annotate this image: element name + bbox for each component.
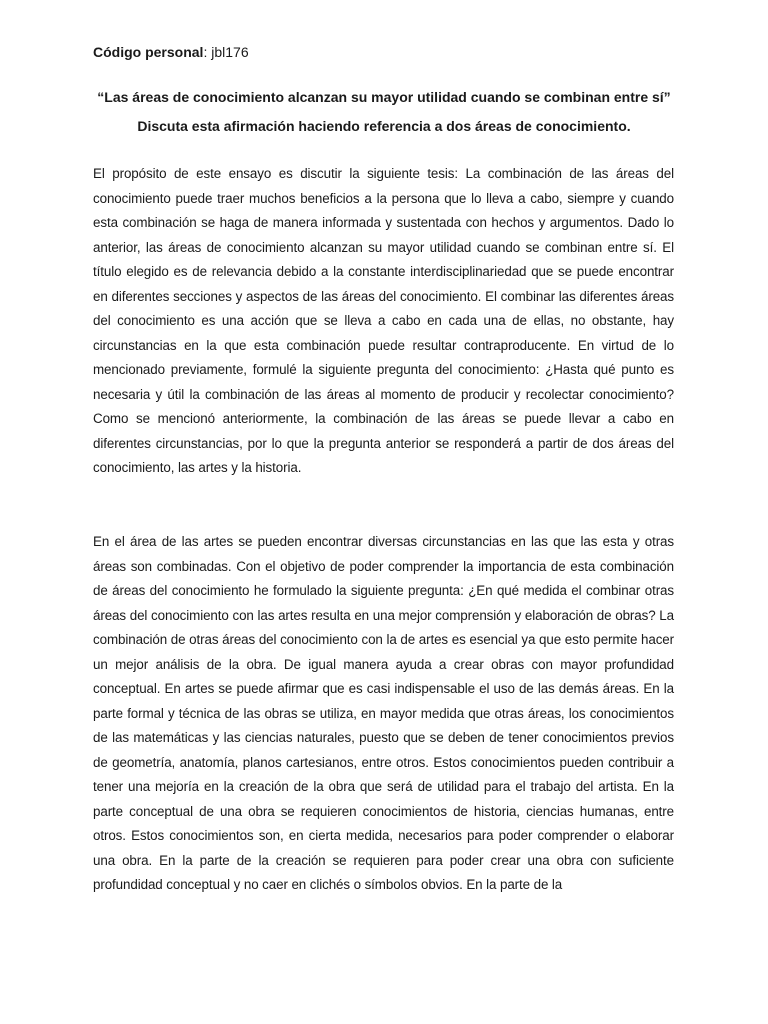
body-paragraph-1: El propósito de este ensayo es discutir la siguiente tesis: La combinación de las áreas del conocimiento puede traer muchos beneficios a la persona que lo lleva a cabo, siempre y cuando esta combinación se haga de manera informada y sustentada con hechos y argumentos. Dado lo anterior, las áreas de conocimiento alcanzan su mayor utilidad cuando se combinan entre sí. El título elegido es de relevancia debido a la constante interdisciplinariedad que se puede encontrar en diferentes secciones y aspectos de las áreas del conocimiento. El combinar las diferentes áreas del conocimiento es una acción que se lleva a cabo en cada una de ellas, no obstante, hay circunstancias en la que esta combinación puede resultar contraproducente. En virtud de lo mencionado previamente, formulé la siguiente pregunta del conocimiento: ¿Hasta qué punto es necesaria y útil la combinación de las áreas al momento de producir y recolectar conocimiento? Como se mencionó anteriormente, la combinación de las áreas se puede llevar a cabo en diferentes circunstancias, por lo que la pregunta anterior se responderá a partir de dos áreas del conocimiento, las artes y la historia.: [93, 166, 674, 475]
body-paragraph-2: En el área de las artes se pueden encontrar diversas circunstancias en las que las esta y otras áreas son combinadas. Con el objetivo de poder comprender la importancia de esta combinación de áreas del conocimiento he formulado la siguiente pregunta: ¿En qué medida el combinar otras áreas del conocimiento con las artes resulta en una mejor comprensión y elaboración de obras? La combinación de otras áreas del conocimiento con la de artes es esencial ya que esto permite hacer un mejor análisis de la obra. De igual manera ayuda a crear obras con mayor profundidad conceptual. En artes se puede afirmar que es casi indispensable el uso de las demás áreas. En la parte formal y técnica de las obras se utiliza, en mayor medida que otras áreas, los conocimientos de las matemáticas y las ciencias naturales, puesto que se deben de tener conocimientos previos de geometría, anatomía, planos cartesianos, entre otros. Estos conocimientos pueden contribuir a tener una mejoría en la creación de la obra que será de utilidad para el trabajo del artista. En la parte conceptual de una obra se requieren conocimientos de historia, ciencias humanas, entre otros. Estos conocimientos son, en cierta medida, necesarios para poder comprender o elaborar una obra. En la parte de la creación se requieren para poder crear una obra con suficiente profundidad conceptual y no caer en clichés o símbolos obvios. En la parte de la: [93, 534, 674, 892]
personal-code-label: Código personal: [93, 44, 204, 60]
personal-code-value: jbl176: [211, 44, 249, 60]
personal-code-separator: :: [203, 44, 208, 60]
personal-code-line: [93, 43, 249, 61]
essay-title-prompt: Discuta esta afirmación haciendo referencia a dos áreas de conocimiento.: [137, 118, 631, 134]
essay-title-quote: “Las áreas de conocimiento alcanzan su mayor utilidad cuando se combinan entre sí”: [97, 89, 671, 105]
